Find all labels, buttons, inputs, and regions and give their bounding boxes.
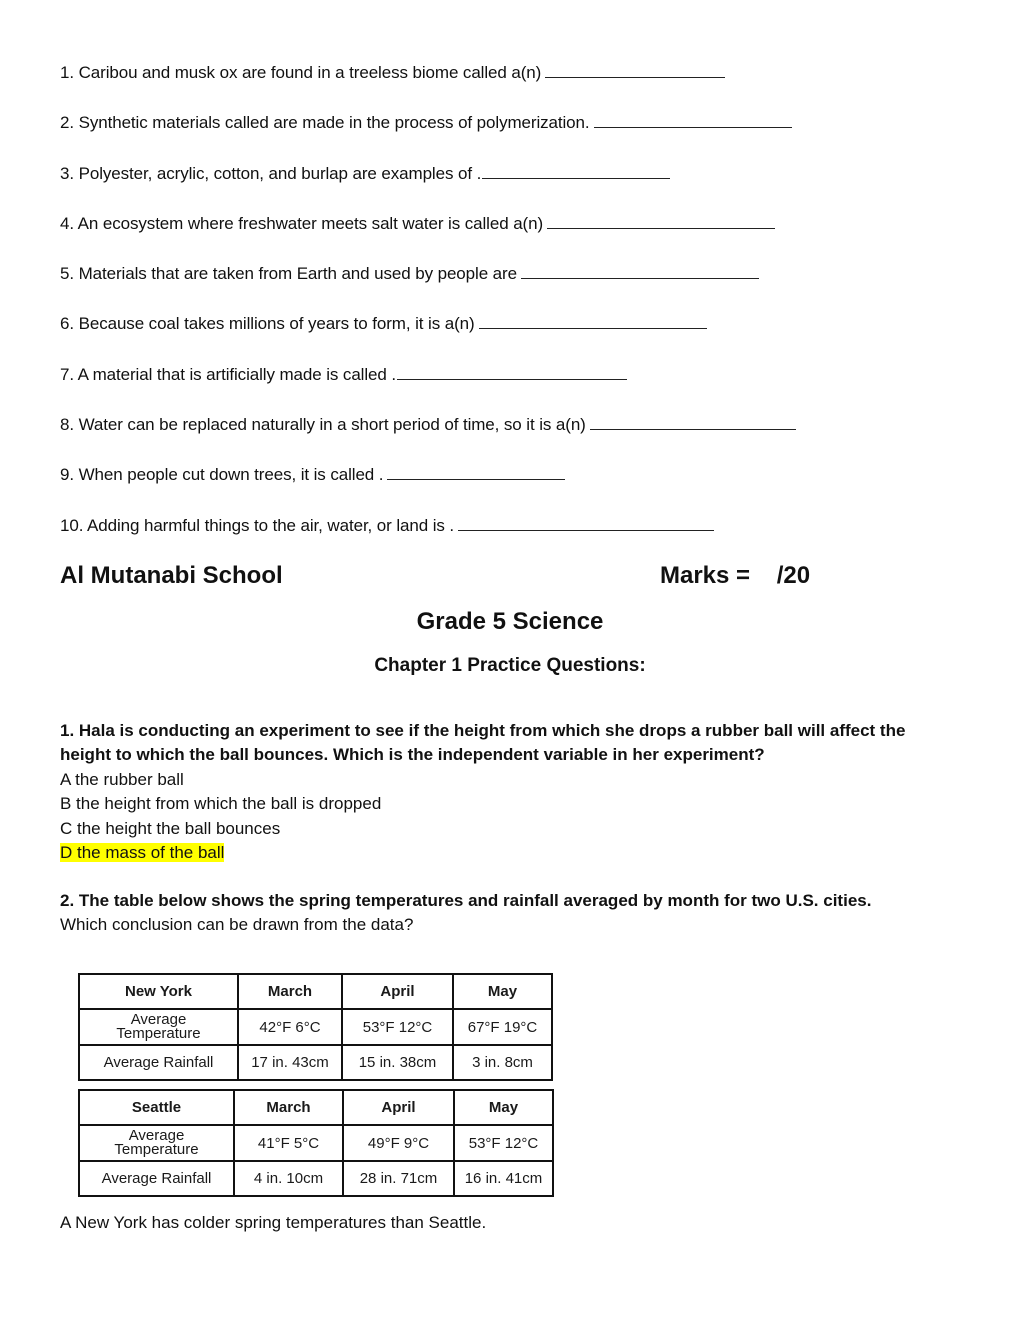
column-header: May (454, 1090, 553, 1125)
column-header: April (342, 974, 453, 1009)
column-header: March (234, 1090, 343, 1125)
row-label (79, 1009, 238, 1045)
fill-item-text: 10. Adding harmful things to the air, water, or land is . (60, 515, 455, 535)
table-cell: 53°F 12°C (454, 1125, 553, 1161)
column-header: April (343, 1090, 454, 1125)
fill-item-7 (60, 362, 960, 412)
option-d-highlighted[interactable] (60, 841, 960, 865)
fill-item-text: 5. Materials that are taken from Earth and used by people are (60, 264, 517, 284)
option-a[interactable] (60, 768, 960, 792)
answer-blank[interactable] (479, 312, 707, 329)
question-1 (60, 719, 960, 865)
table-cell: 28 in. 71cm (343, 1161, 454, 1196)
row-label: Average Rainfall (79, 1045, 238, 1080)
fill-item-text: 1. Caribou and musk ox are found in a treeless biome called a(n) (60, 63, 542, 82)
answer-blank[interactable] (397, 363, 627, 380)
fill-item-text: 6. Because coal takes millions of years to form, it is a(n) (60, 314, 475, 334)
fill-item-2 (60, 110, 960, 160)
row-label-line: Average (128, 1126, 185, 1144)
table-cell: 67°F 19°C (453, 1009, 552, 1045)
answer-blank[interactable] (387, 463, 565, 480)
option-c[interactable] (60, 817, 960, 841)
option-label: C the height the ball bounces (60, 818, 281, 838)
row-label-line: Temperature (114, 1140, 199, 1158)
seattle-table (78, 1089, 554, 1197)
option-label: B the height from which the ball is dropped (60, 794, 382, 814)
row-label: Average Rainfall (79, 1161, 234, 1196)
option-label: A the rubber ball (60, 769, 184, 789)
fill-item-text: 9. When people cut down trees, it is called . (60, 465, 384, 485)
table-row (79, 1161, 553, 1196)
city-name: Seattle (79, 1090, 234, 1125)
page-subtitle: Chapter 1 Practice Questions: (374, 655, 646, 676)
table-cell: 17 in. 43cm (238, 1045, 342, 1080)
table-row (79, 1125, 553, 1161)
fill-item-text: 8. Water can be replaced naturally in a short period of time, so it is a(n) (60, 415, 586, 435)
city-name: New York (79, 974, 238, 1009)
table-row (79, 1009, 552, 1045)
table-cell: 16 in. 41cm (454, 1161, 553, 1196)
answer-blank[interactable] (594, 111, 792, 128)
marks-label: Marks = /20 (660, 562, 811, 589)
fill-item-text: 3. Polyester, acrylic, cotton, and burlap are examples of . (60, 163, 482, 183)
table-header-row (79, 974, 552, 1009)
table-cell: 53°F 12°C (342, 1009, 453, 1045)
table-row (79, 1045, 552, 1080)
page-title: Grade 5 Science (416, 608, 604, 635)
question-2-stem: 2. The table below shows the spring temperatures and rainfall averaged by month for two U.S. cities. (60, 891, 872, 910)
option-label: D the mass of the ball (60, 843, 225, 863)
table-cell: 49°F 9°C (343, 1125, 454, 1161)
column-header: May (453, 974, 552, 1009)
fill-item-9 (60, 462, 960, 512)
new-york-table (78, 973, 553, 1081)
fill-item-10 (60, 513, 960, 563)
table-cell: 42°F 6°C (238, 1009, 342, 1045)
question-1-stem: 1. Hala is conducting an experiment to see if the height from which she drops a rubber ball will affect the height to which the ball bounces. Which is the independent variable in her experiment? (60, 721, 906, 765)
answer-blank[interactable] (521, 262, 759, 279)
table-header-row (79, 1090, 553, 1125)
table-cell: 15 in. 38cm (342, 1045, 453, 1080)
fill-in-blank-list (60, 60, 960, 563)
fill-item-4 (60, 211, 960, 261)
question-2-prompt: Which conclusion can be drawn from the data? (60, 915, 414, 935)
school-name: Al Mutanabi School (60, 562, 283, 589)
table-cell: 41°F 5°C (234, 1125, 343, 1161)
answer-blank[interactable] (482, 162, 670, 179)
question-2-option-a[interactable]: A New York has colder spring temperatures than Seattle. (60, 1213, 487, 1232)
answer-blank[interactable] (545, 61, 725, 78)
answer-blank[interactable] (547, 212, 775, 229)
row-label (79, 1125, 234, 1161)
table-cell: 3 in. 8cm (453, 1045, 552, 1080)
fill-item-text: 4. An ecosystem where freshwater meets salt water is called a(n) (60, 213, 544, 233)
row-label-line: Average (130, 1010, 187, 1028)
header-row (60, 562, 840, 594)
answer-blank[interactable] (458, 514, 714, 531)
table-cell: 4 in. 10cm (234, 1161, 343, 1196)
fill-item-text: 2. Synthetic materials called are made in the process of polymerization. (60, 113, 590, 133)
fill-item-3 (60, 161, 960, 211)
question-2 (60, 889, 960, 938)
fill-item-8 (60, 412, 960, 462)
answer-blank[interactable] (590, 413, 796, 430)
fill-item-text: 7. A material that is artificially made is called . (60, 364, 396, 384)
row-label-line: Temperature (116, 1024, 201, 1042)
fill-item-5 (60, 261, 960, 311)
fill-item-1 (60, 60, 960, 110)
column-header: March (238, 974, 342, 1009)
option-b[interactable] (60, 792, 960, 816)
fill-item-6 (60, 311, 960, 361)
